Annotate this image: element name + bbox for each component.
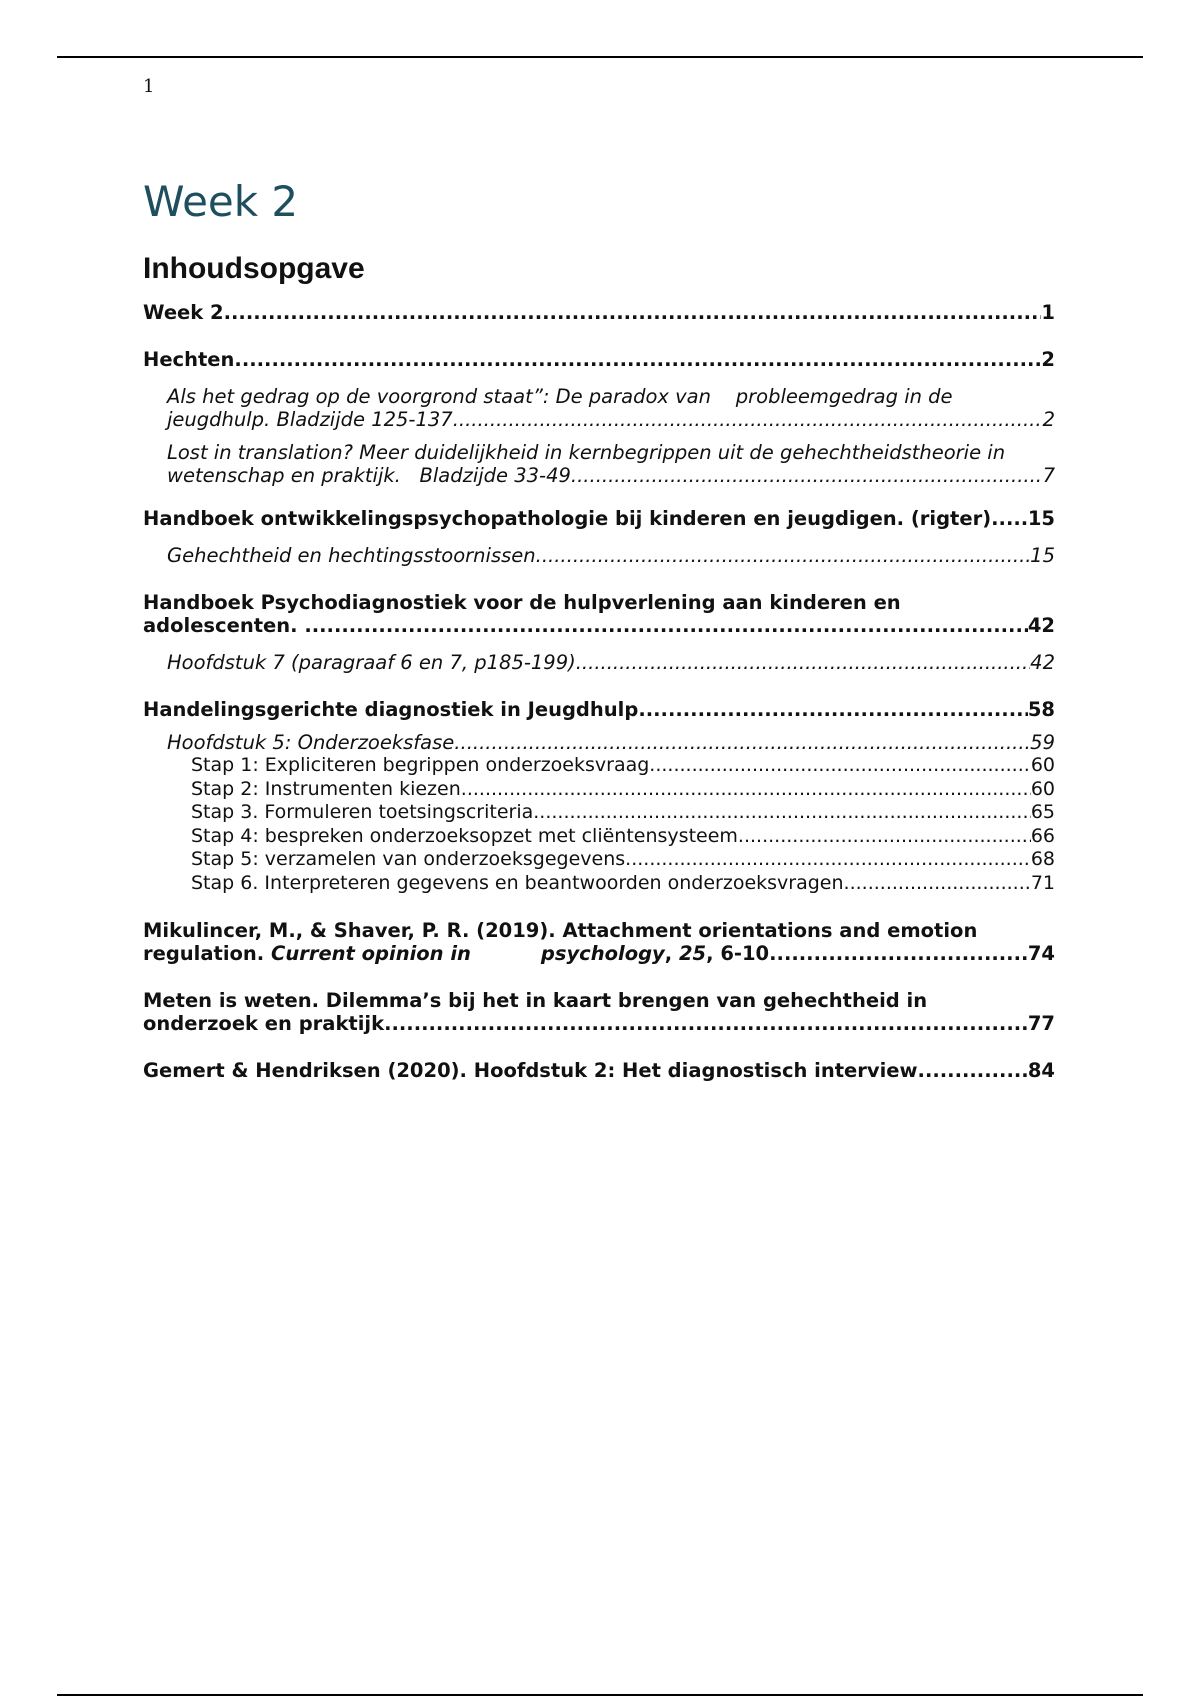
volume: 25 — [678, 942, 707, 965]
dot-leader — [649, 754, 1031, 778]
dot-leader — [638, 698, 1028, 721]
toc-page-number: 60 — [1030, 754, 1055, 776]
dot-leader — [224, 301, 1042, 324]
toc-entry-text: Handelingsgerichte diagnostiek in Jeugdhulp — [143, 698, 639, 721]
dot-leader — [453, 408, 1043, 431]
toc-entry-text-line1: Mikulincer, M., & Shaver, P. R. (2019). Attachment orientations and emotion — [143, 919, 978, 942]
footer-rule — [57, 1694, 1143, 1696]
table-of-contents — [143, 301, 1055, 1082]
toc-entry-lost-in-translation[interactable] — [167, 441, 1055, 487]
dot-leader — [738, 825, 1031, 849]
dot-leader — [536, 544, 1031, 567]
dot-leader — [991, 507, 1028, 530]
toc-entry-hechten[interactable] — [143, 348, 1055, 371]
toc-page-number: 68 — [1030, 848, 1055, 870]
dot-leader — [454, 731, 1030, 754]
dot-leader — [844, 872, 1031, 896]
dot-leader — [576, 651, 1030, 674]
toc-entry-text: Hoofdstuk 7 (paragraaf 6 en 7, p185-199) — [167, 651, 576, 674]
document-title: Week 2 — [143, 177, 299, 226]
toc-entry-handboek-psychodiagnostiek[interactable] — [143, 591, 1055, 637]
toc-entry-text: Stap 1: Expliciteren begrippen onderzoeksvraag — [191, 754, 650, 776]
toc-entry-stap-6[interactable] — [191, 872, 1055, 896]
toc-entry-mikulincer-shaver[interactable] — [143, 919, 1055, 965]
toc-entry-text: Stap 3. Formuleren toetsingscriteria — [191, 801, 534, 823]
toc-entry-text: wetenschap en praktijk. Bladzijde 33-49 — [167, 464, 571, 487]
toc-entry-text: Stap 5: verzamelen van onderzoeksgegevens — [191, 848, 626, 870]
dot-leader — [571, 464, 1043, 487]
toc-page-number: 15 — [1030, 544, 1055, 567]
toc-entry-gehechtheid[interactable] — [167, 544, 1055, 567]
toc-entry-stap-2[interactable] — [191, 778, 1055, 802]
separator: , — [664, 942, 679, 965]
toc-page-number: 2 — [1041, 348, 1055, 371]
toc-entry-handboek-ontwikkelingspsychopathologie[interactable] — [143, 507, 1055, 530]
toc-page-number: 60 — [1030, 777, 1055, 800]
toc-entry-text: Week 2 — [143, 301, 224, 324]
dot-leader — [918, 1059, 1028, 1082]
toc-page-number: 71 — [1030, 871, 1055, 894]
toc-entry-week-2[interactable] — [143, 301, 1055, 324]
journal-name: Current opinion in — [271, 942, 471, 965]
dot-leader — [533, 801, 1031, 825]
toc-page-number: 15 — [1027, 507, 1055, 530]
journal-name-2: psychology — [540, 942, 665, 965]
toc-entry-handelingsgerichte-diagnostiek[interactable] — [143, 698, 1055, 721]
toc-entry-paradox-probleemgedrag[interactable] — [167, 385, 1055, 431]
toc-entry-text: Gehechtheid en hechtingsstoornissen — [167, 544, 536, 567]
toc-entry-text: Stap 6. Interpreteren gegevens en beantwoorden onderzoeksvragen — [191, 871, 844, 894]
toc-entry-stap-1[interactable] — [191, 754, 1055, 778]
toc-entry-meten-is-weten[interactable] — [143, 989, 1055, 1035]
toc-entry-text-a: regulation. — [143, 942, 272, 965]
toc-entry-text: Stap 2: Instrumenten kiezen — [191, 777, 461, 800]
toc-page-number: 1 — [1041, 301, 1055, 324]
toc-entry-text: Stap 4: bespreken onderzoeksopzet met cliëntensysteem — [191, 824, 738, 847]
toc-entry-gemert-hendriksen[interactable] — [143, 1059, 1055, 1082]
toc-entry-text-line1: Handboek Psychodiagnostiek voor de hulpverlening aan kinderen en — [143, 591, 901, 614]
toc-heading: Inhoudsopgave — [143, 252, 365, 285]
toc-entry-text: Handboek ontwikkelingspsychopathologie bij kinderen en jeugdigen. (rigter) — [143, 507, 992, 530]
toc-entry-text: Gemert & Hendriksen (2020). Hoofdstuk 2: Het diagnostisch interview — [143, 1059, 918, 1082]
toc-page-number: 66 — [1030, 824, 1055, 847]
toc-page-number: 77 — [1027, 1012, 1055, 1035]
dot-leader — [304, 614, 1028, 637]
toc-entry-text: Hechten — [143, 348, 235, 371]
toc-page-number: 65 — [1030, 801, 1055, 823]
toc-entry-text: jeugdhulp. Bladzijde 125-137 — [167, 408, 453, 431]
dot-leader — [625, 848, 1031, 872]
toc-page-number: 74 — [1027, 942, 1055, 965]
header-rule — [57, 56, 1143, 58]
toc-entry-text: onderzoek en praktijk — [143, 1012, 385, 1035]
toc-page-number: 42 — [1030, 651, 1055, 674]
toc-entry-text-line1: Meten is weten. Dilemma’s bij het in kaart brengen van gehechtheid in — [143, 989, 928, 1012]
dot-leader — [234, 348, 1041, 371]
dot-leader — [769, 942, 1028, 965]
dot-leader — [461, 778, 1031, 802]
toc-entry-text: Hoofdstuk 5: Onderzoeksfase — [167, 731, 455, 754]
toc-page-number: 59 — [1030, 731, 1055, 754]
pages: , 6-10 — [706, 942, 770, 965]
toc-page-number: 58 — [1027, 698, 1055, 721]
toc-entry-hoofdstuk-5[interactable] — [167, 731, 1055, 754]
toc-entry-stap-5[interactable] — [191, 848, 1055, 872]
page-number: 1 — [143, 76, 155, 97]
document-body — [143, 175, 1055, 1082]
toc-page-number: 84 — [1027, 1059, 1055, 1082]
toc-page-number: 7 — [1042, 464, 1055, 487]
toc-entry-text-line1: Lost in translation? Meer duidelijkheid in kernbegrippen uit de gehechtheidstheorie in — [167, 441, 1006, 464]
toc-page-number: 42 — [1027, 614, 1055, 637]
toc-entry-stap-3[interactable] — [191, 801, 1055, 825]
toc-entry-text: adolescenten. — [143, 614, 305, 637]
toc-page-number: 2 — [1042, 408, 1055, 431]
toc-entry-text-line1: Als het gedrag op de voorgrond staat”: De paradox van probleemgedrag in de — [167, 385, 953, 408]
toc-entry-stap-4[interactable] — [191, 825, 1055, 849]
dot-leader — [384, 1012, 1028, 1035]
toc-entry-hoofdstuk-7[interactable] — [167, 651, 1055, 674]
